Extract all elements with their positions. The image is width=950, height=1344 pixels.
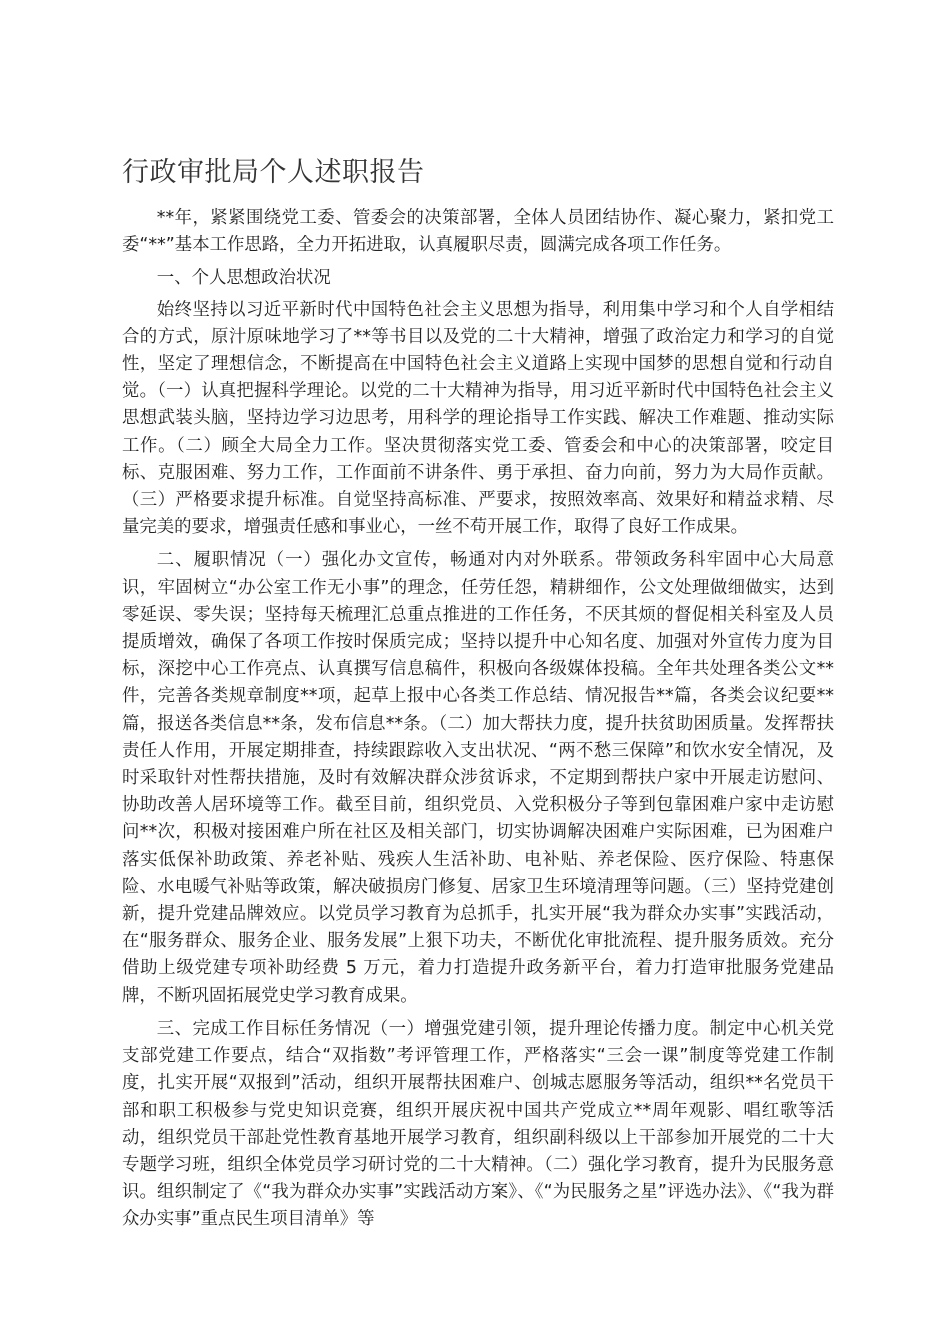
document-title: 行政审批局个人述职报告 bbox=[122, 157, 425, 188]
paragraph-political-status: 始终坚持以习近平新时代中国特色社会主义思想为指导，利用集中学习和个人自学相结合的方式，原汁原味地学习了**等书目以及党的二十大精神，增强了政治定力和学习的自觉性，坚定了理想信念，不断提高在中国特色社会主义道路上实现中国梦的思想自觉和行动自觉。（一）认真把握科学理论。以党的二十大精神为指导，用习近平新时代中国特色社会主义思想武装头脑，坚持边学习边思考，用科学的理论指导工作实践、解决工作难题、推动实际工作。（二）顾全大局全力工作。坚决贯彻落实党工委、管委会和中心的决策部署，咬定目标、克服困难、努力工作，工作面前不讲条件、勇于承担、奋力向前，努力为大局作贡献。（三）严格要求提升标准。自觉坚持高标准、严要求，按照效率高、效果好和精益求精、尽量完美的要求，增强责任感和事业心，一丝不苟开展工作，取得了良好工作成果。 bbox=[122, 299, 834, 538]
paragraph-task-completion: 三、完成工作目标任务情况（一）增强党建引领，提升理论传播力度。制定中心机关党支部党建工作要点，结合“双指数”考评管理工作，严格落实“三会一课”制度等党建工作制度，扎实开展“双报到”活动，组织开展帮扶困难户、创城志愿服务等活动，组织**名党员干部和职工积极参与党史知识竞赛，组织开展庆祝中国共产党成立**周年观影、唱红歌等活动，组织党员干部赴党性教育基地开展学习教育，组织副科级以上干部参加开展党的二十大专题学习班，组织全体党员学习研讨党的二十大精神。（二）强化学习教育，提升为民服务意识。组织制定了《“我为群众办实事”实践活动方案》、《“为民服务之星”评选办法》、《“我为群众办实事”重点民生项目清单》等 bbox=[122, 1018, 834, 1230]
document-body bbox=[122, 205, 834, 1240]
paragraph-duty-performance: 二、履职情况（一）强化办文宣传，畅通对内对外联系。带领政务科牢固中心大局意识，牢固树立“办公室工作无小事”的理念，任劳任怨，精耕细作，公文处理做细做实，达到零延误、零失误；坚持每天梳理汇总重点推进的工作任务，不厌其烦的督促相关科室及人员提质增效，确保了各项工作按时保质完成；坚持以提升中心知名度、加强对外宣传力度为目标，深挖中心工作亮点、认真撰写信息稿件，积极向各级媒体投稿。全年共处理各类公文**件，完善各类规章制度**项，起草上报中心各类工作总结、情况报告**篇，各类会议纪要**篇，报送各类信息**条，发布信息**条。（二）加大帮扶力度，提升扶贫助困质量。发挥帮扶责任人作用，开展定期排查，持续跟踪收入支出状况、“两不愁三保障”和饮水安全情况，及时采取针对性帮扶措施，及时有效解决群众涉贫诉求，不定期到帮扶户家中开展走访慰问、协助改善人居环境等工作。截至目前，组织党员、入党积极分子等到包靠困难户家中走访慰问**次，积极对接困难户所在社区及相关部门，切实协调解决困难户实际困难，已为困难户落实低保补助政策、养老补贴、残疾人生活补助、电补贴、养老保险、医疗保险、特惠保险、水电暖气补贴等政策，解决破损房门修复、居家卫生环境清理等问题。（三）坚持党建创新，提升党建品牌效应。以党员学习教育为总抓手，扎实开展“我为群众办实事”实践活动，在“服务群众、服务企业、服务发展”上狠下功夫，不断优化审批流程、提升服务质效。充分借助上级党建专项补助经费 5 万元，着力打造提升政务新平台，着力打造审批服务党建品牌，不断巩固拓展党史学习教育成果。 bbox=[122, 550, 834, 1006]
intro-paragraph: **年，紧紧围绕党工委、管委会的决策部署，全体人员团结协作、凝心聚力，紧扣党工委“**”基本工作思路，全力开拓进取，认真履职尽责，圆满完成各项工作任务。 bbox=[122, 208, 834, 256]
section-heading-political-status: 一、个人思想政治状况 bbox=[156, 268, 331, 289]
